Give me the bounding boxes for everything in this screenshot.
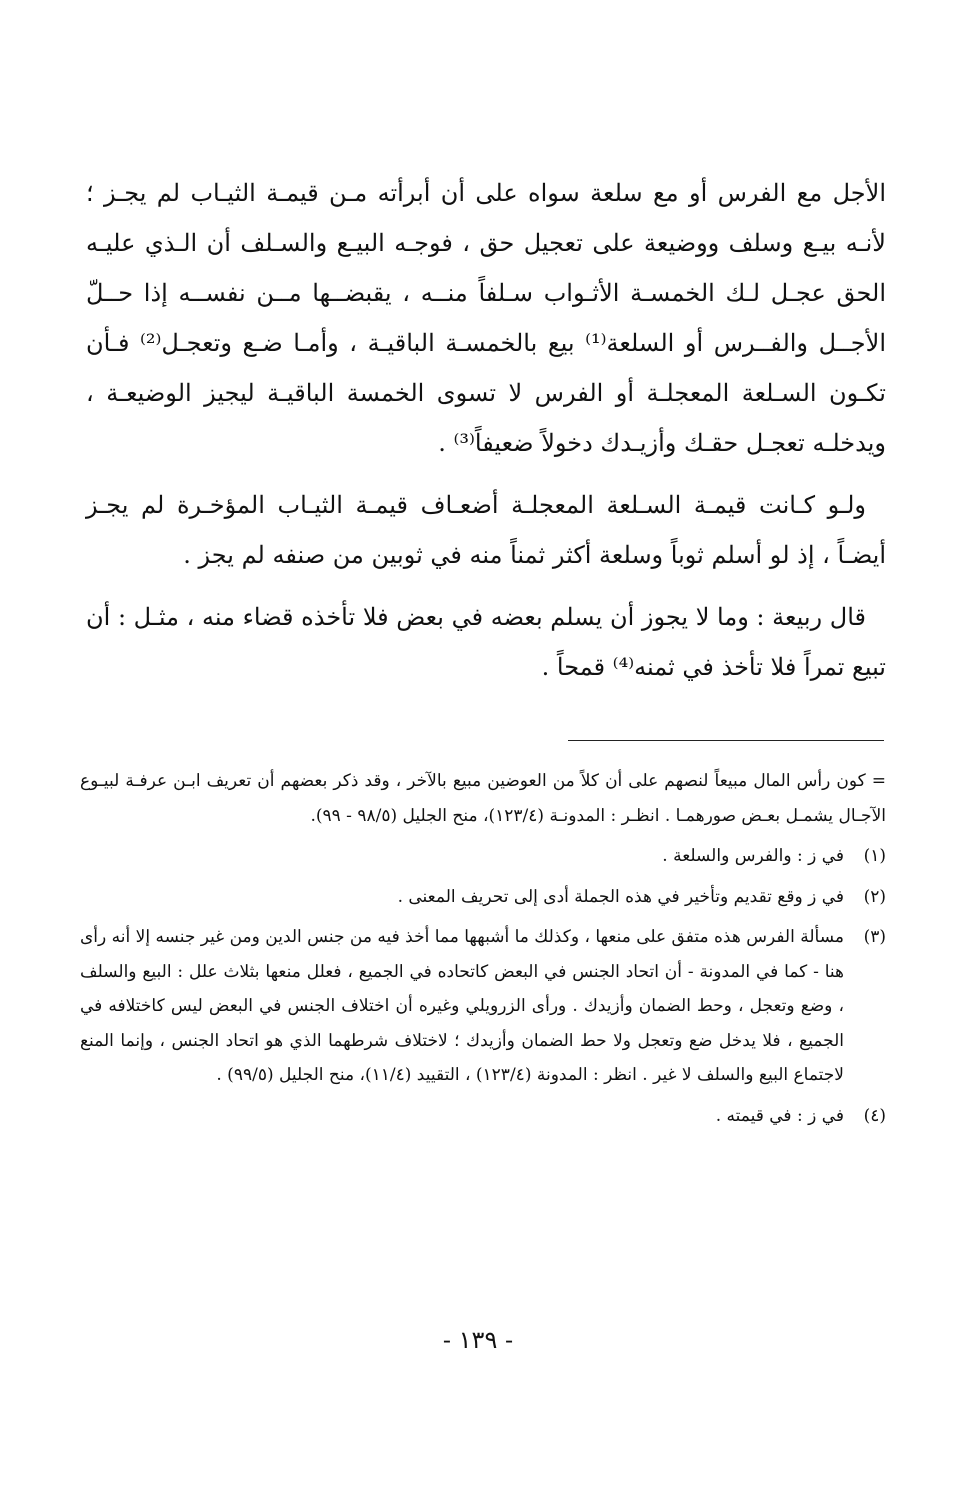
footnote-1: [80, 839, 886, 874]
footnote-3: [80, 920, 886, 1093]
main-text: [86, 168, 886, 704]
paragraph-2: ولـو كـانت قيمـة السـلعة المعجلـة أضعـاف قيمـة الثيـاب المؤخـرة لم يجـز أيضـاً ، إذ لو أسلم ثوباً وسلعة أكثر ثمناً منه في ثوبين من صنفه لم يجز .: [86, 491, 886, 569]
footnote-separator: [568, 740, 884, 741]
footnote-number: (١): [863, 846, 886, 866]
footnote-text: في ز : والفرس والسلعة .: [662, 846, 844, 866]
footnote-number: (٤): [863, 1105, 886, 1126]
footnote-number: (٣): [863, 927, 886, 947]
paragraph-3: قال ربيعة : وما لا يجوز أن يسلم بعضه في بعض فلا تأخذه قضاء منه ، مثـل : أن تبيع تمراً فلا تأخذ في ثمنه⁽⁴⁾ قمحاً .: [86, 603, 886, 681]
footnote-text: في ز وقع تقديم وتأخير في هذه الجملة أدى إلى تحريف المعنى .: [397, 886, 844, 907]
footnote-2: [80, 880, 886, 915]
footnote-continuation: = كون رأس المال مبيعاً لنصهم على أن كلاً من العوضين مبيع بالآخر ، وقد ذكر بعضهم أن تعريف ابـن عرفـة لبيـوع الآجـال يشمـل بعـض صورهمـا . انظـر : المدونـة (١٢٣/٤)، منح الجليل (٩٨/٥ - ٩٩).: [80, 771, 886, 826]
paragraph-1: الأجل مع الفرس أو مع سلعة سواه على أن أبرأته مـن قيمـة الثيـاب لم يجـز ؛ لأنـه بيـع وسلف ووضيعة على تعجيل حق ، فوجـه البيـع والسـلف أن الـذي عليـه الحق عجـل لـك الخمسـة الأثـواب سـلفاً منــه ، يقبضــها مــن نفســه إذا حــلّ الأجــل والفــرس أو السلعة⁽¹⁾ بيع بالخمسـة الباقيـة ، وأمـا ضـع وتعجـل⁽²⁾ فـأن تكـون السـلعة المعجلـة أو الفرس لا تسوى الخمسة الباقيـة ليجيز الوضيعـة ، ويدخلـه تعجـل حقـك وأزيـدك دخولاً ضعيفاً⁽³⁾ .: [86, 179, 887, 457]
footnotes: [80, 764, 886, 1139]
footnote-text: مسألة الفرس هذه متفق على منعها ، وكذلك ما أشبهها مما أخذ فيه من جنس الدين ومن غير جنسه إلا أنه رأى هنا - كما في المدونة - أن اتحاد الجنس في البعض كاتحاده في الجميع ، فعلل منعها بثلاث علل : البيع والسلف ، وضع وتعجل ، وحط الضمان وأزيدك . ورأى الزرويلي وغيره أن اختلاف الجنس في البعض ليس كاختلافه في الجميع ، فلا يدخل ضع وتعجل ولا حط الضمان وأزيدك ؛ لاختلاف شرطهما الذي هو اتحاد الجنس ، وإنما المنع لاجتماع البيع والسلف لا غير . انظر : المدونة (١٢٣/٤) ، التقييد (١١/٤)، منح الجليل (٩٩/٥) .: [80, 927, 844, 1085]
footnote-text: في ز : في قيمته .: [715, 1105, 844, 1126]
footnote-number: (٢): [863, 886, 886, 907]
footnote-4: [80, 1099, 886, 1134]
page-number: - ١٣٩ -: [442, 1326, 514, 1354]
